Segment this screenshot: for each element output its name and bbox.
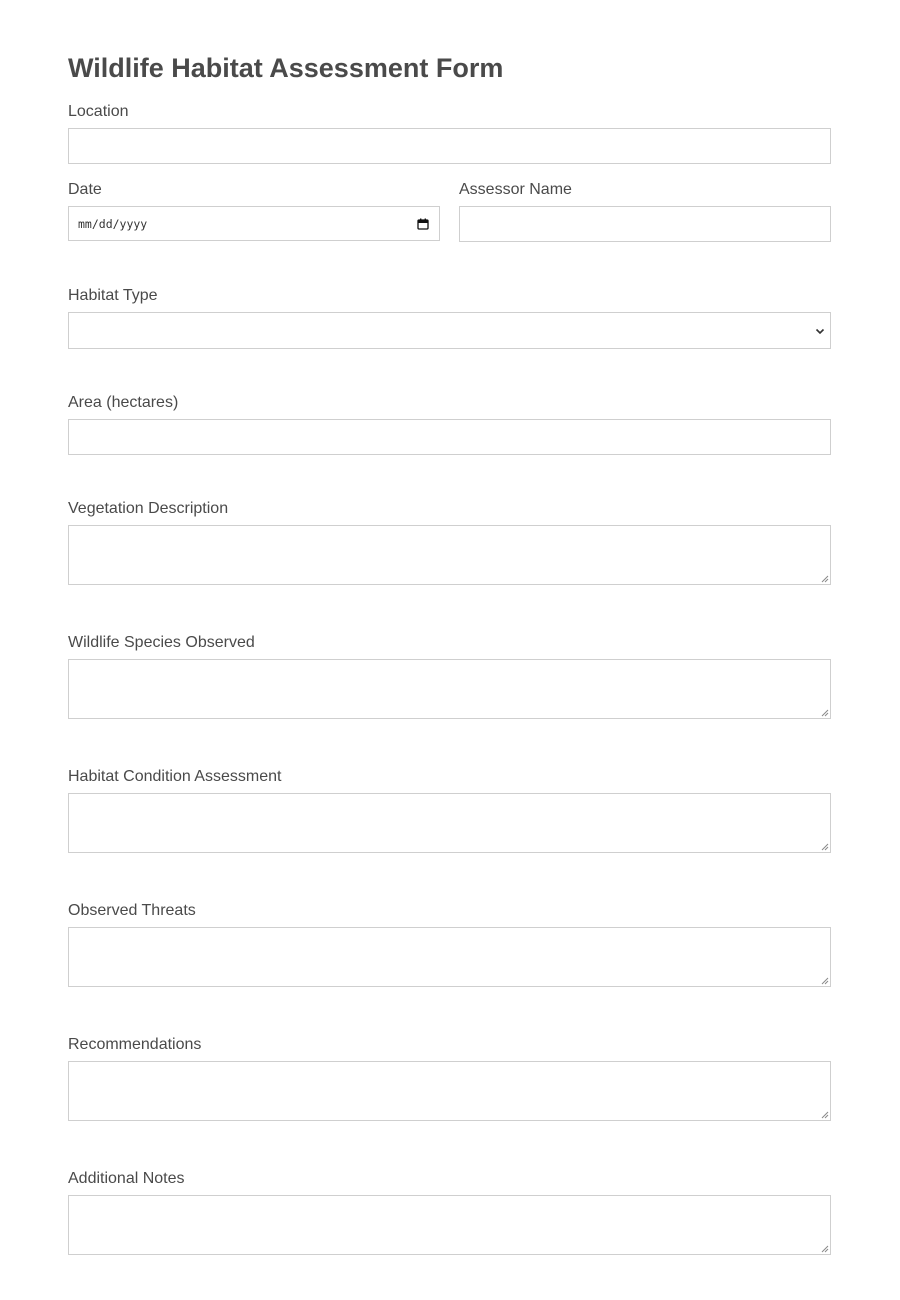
date-placeholder: mm/dd/yyyy (78, 216, 148, 231)
additional-notes-label: Additional Notes (68, 1170, 185, 1187)
habitat-type-select[interactable] (68, 312, 831, 349)
date-label: Date (68, 181, 102, 198)
vegetation-description-textarea[interactable] (68, 525, 831, 585)
assessor-name-input[interactable] (459, 206, 831, 242)
assessor-name-label: Assessor Name (459, 181, 572, 198)
wildlife-species-textarea[interactable] (68, 659, 831, 719)
area-input[interactable] (68, 419, 831, 455)
observed-threats-label: Observed Threats (68, 902, 196, 919)
calendar-icon[interactable] (417, 218, 429, 230)
recommendations-textarea[interactable] (68, 1061, 831, 1121)
habitat-condition-label: Habitat Condition Assessment (68, 768, 282, 785)
resize-handle-icon[interactable] (821, 977, 829, 985)
resize-handle-icon[interactable] (821, 575, 829, 583)
wildlife-species-label: Wildlife Species Observed (68, 634, 255, 651)
habitat-type-label: Habitat Type (68, 287, 158, 304)
vegetation-description-label: Vegetation Description (68, 500, 229, 517)
recommendations-label: Recommendations (68, 1036, 202, 1053)
location-input[interactable] (68, 128, 831, 164)
resize-handle-icon[interactable] (821, 1245, 829, 1253)
area-label: Area (hectares) (68, 394, 179, 411)
resize-handle-icon[interactable] (821, 709, 829, 717)
form-title: Wildlife Habitat Assessment Form (68, 53, 504, 83)
habitat-condition-textarea[interactable] (68, 793, 831, 853)
date-input[interactable] (68, 206, 440, 241)
additional-notes-textarea[interactable] (68, 1195, 831, 1255)
chevron-down-icon (814, 325, 826, 337)
observed-threats-textarea[interactable] (68, 927, 831, 987)
resize-handle-icon[interactable] (821, 1111, 829, 1119)
resize-handle-icon[interactable] (821, 843, 829, 851)
location-label: Location (68, 103, 129, 120)
